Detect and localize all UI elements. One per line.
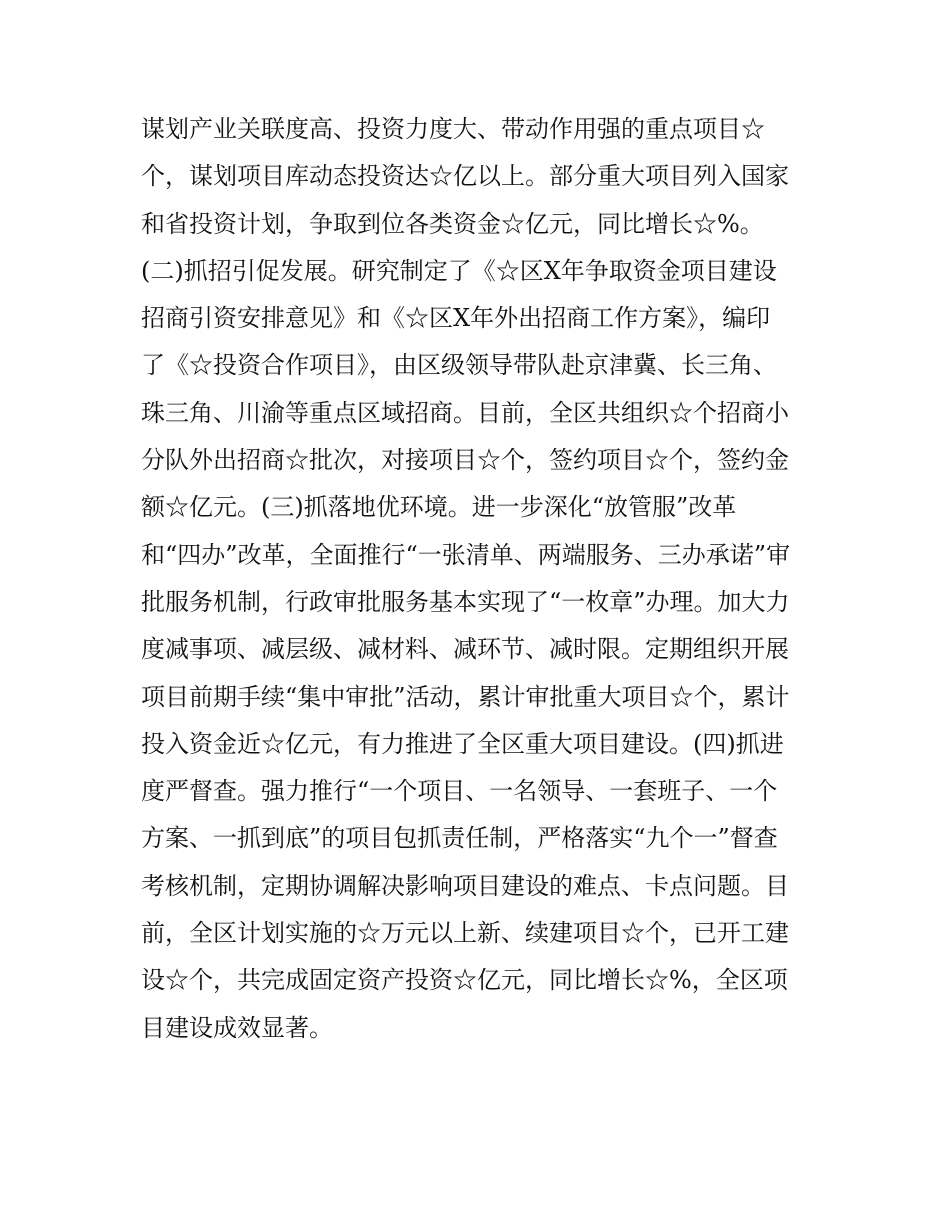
body-text	[141, 106, 821, 1052]
text-line: 目建设成效显著。	[141, 1013, 333, 1042]
text-line: 了《☆投资合作项目》，由区级领导带队赴京津冀、长三角、	[141, 351, 777, 380]
text-line: 个，谋划项目库动态投资达☆亿以上。部分重大项目列入国家	[141, 162, 789, 191]
text-line: 招商引资安排意见》和《☆区X年外出招商工作方案》，编印	[141, 304, 771, 333]
text-line: 前，全区计划实施的☆万元以上新、续建项目☆个，已开工建	[141, 919, 789, 948]
text-line: 和省投资计划，争取到位各类资金☆亿元，同比增长☆%。	[141, 209, 764, 238]
text-line: 分队外出招商☆批次，对接项目☆个，签约项目☆个，签约金	[141, 446, 789, 475]
text-line: 额☆亿元。(三)抓落地优环境。进一步深化“放管服”改革	[141, 493, 737, 522]
text-line: 度减事项、减层级、减材料、减环节、减时限。定期组织开展	[141, 635, 789, 664]
text-line: 考核机制，定期协调解决影响项目建设的难点、卡点问题。目	[141, 871, 789, 900]
text-line: 谋划产业关联度高、投资力度大、带动作用强的重点项目☆	[141, 115, 765, 143]
text-line: 批服务机制，行政审批服务基本实现了“一枚章”办理。加大力	[141, 587, 790, 616]
text-line: 设☆个，共完成固定资产投资☆亿元，同比增长☆%，全区项	[141, 966, 788, 995]
text-line: 和“四办”改革，全面推行“一张清单、两端服务、三办承诺”审	[141, 540, 791, 569]
text-line: 珠三角、川渝等重点区域招商。目前，全区共组织☆个招商小	[141, 398, 789, 427]
text-line: 方案、一抓到底”的项目包抓责任制，严格落实“九个一”督查	[141, 824, 778, 853]
text-line: 投入资金近☆亿元，有力推进了全区重大项目建设。(四)抓进	[141, 729, 784, 758]
text-line: 度严督查。强力推行“一个项目、一名领导、一套班子、一个	[141, 777, 778, 806]
text-line: (二)抓招引促发展。研究制定了《☆区X年争取资金项目建设	[141, 256, 777, 285]
text-line: 项目前期手续“集中审批”活动，累计审批重大项目☆个，累计	[141, 682, 790, 711]
